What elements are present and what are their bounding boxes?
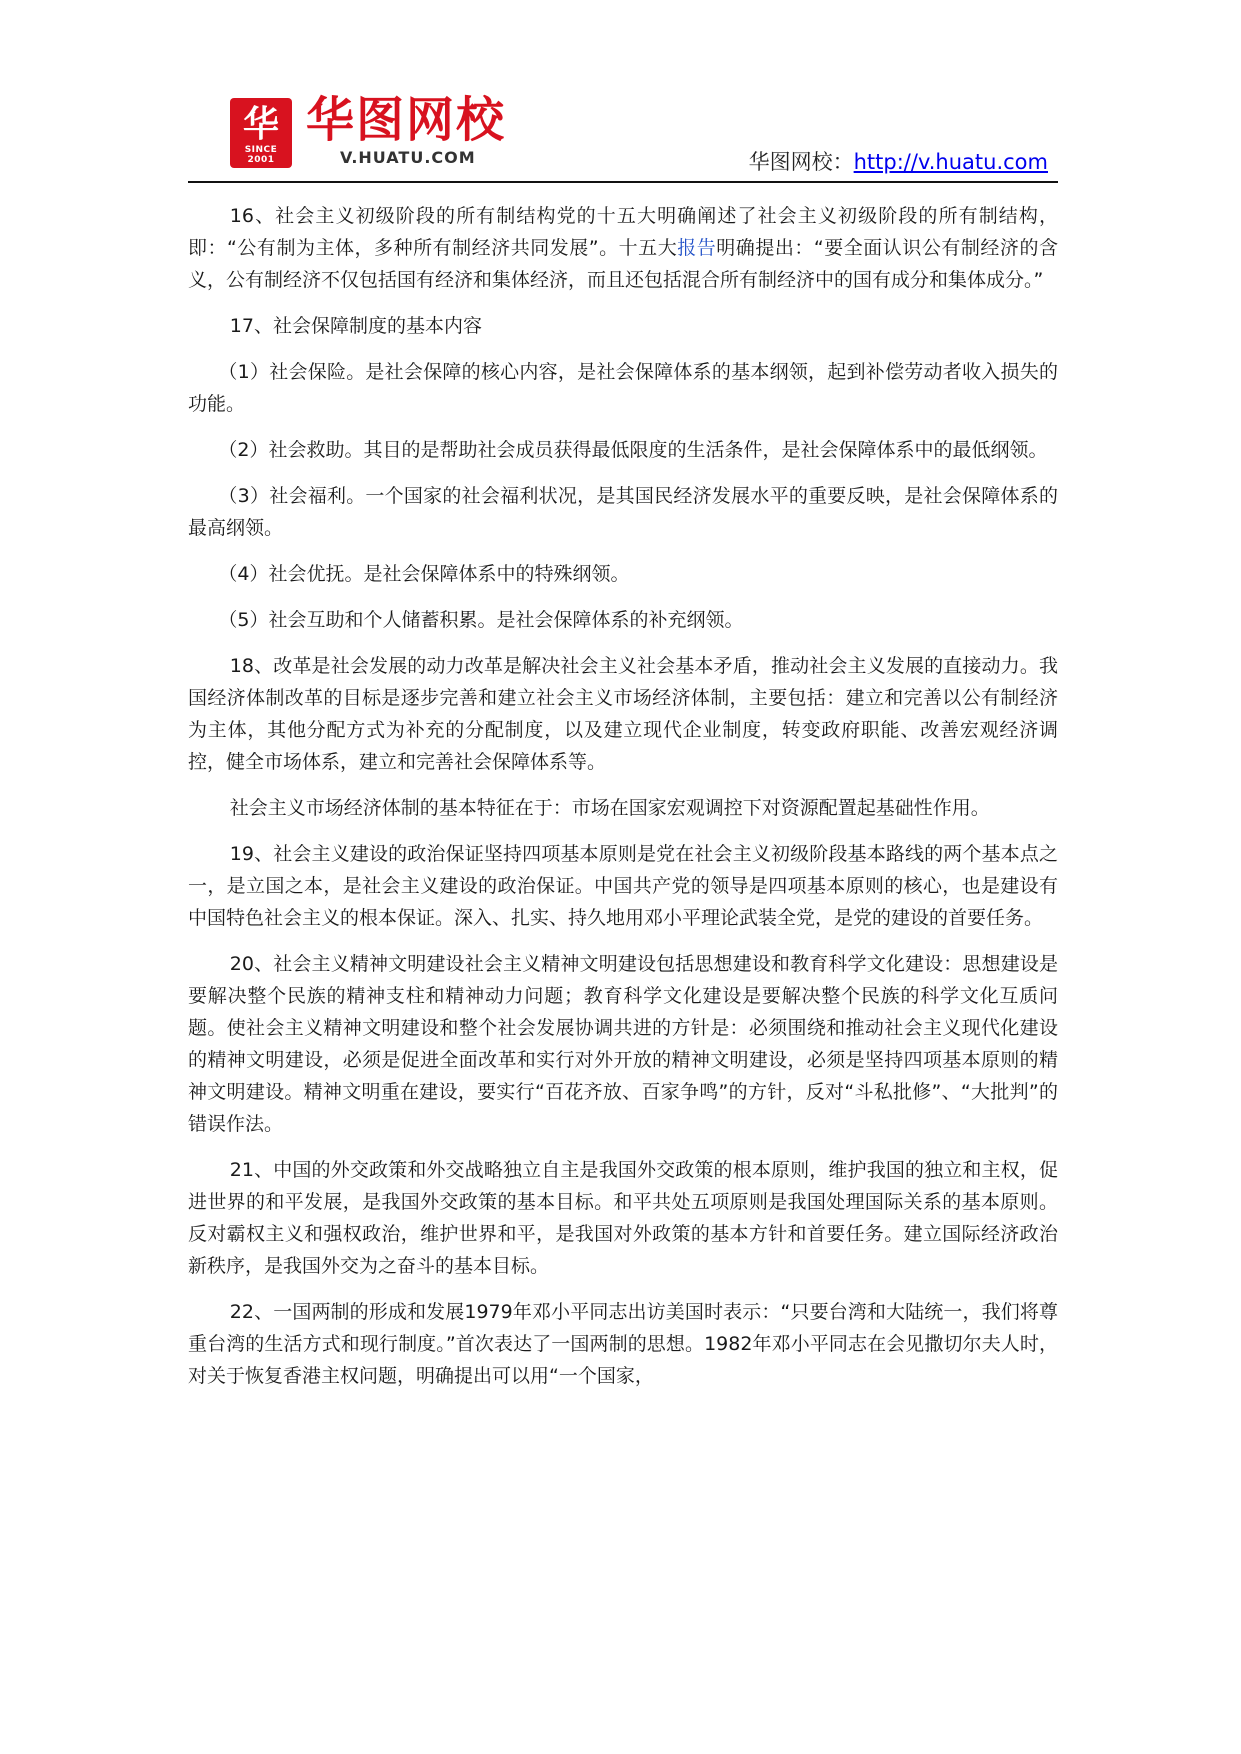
paragraph-22: 22、一国两制的形成和发展1979年邓小平同志出访美国时表示：“只要台湾和大陆统一，我们将尊重台湾的生活方式和现行制度。”首次表达了一国两制的思想。1982年邓小平同志在会见撒切尔夫人时，对关于恢复香港主权问题，明确提出可以用“一个国家，	[188, 1301, 1058, 1387]
site-link[interactable]: http://v.huatu.com	[853, 150, 1048, 174]
paragraph-17: 17、社会保障制度的基本内容	[229, 315, 482, 337]
report-link[interactable]: 报告	[677, 237, 717, 259]
p16-text-b: 明确提出：“要全面认识公有制经济的含义，公有制经济不仅包括国有经济和集体经济，而且还包括混合所有制经济中的国有成分和集体成分。”	[188, 237, 1058, 291]
page-header	[188, 88, 1058, 183]
logo-since: SINCE 2001	[244, 145, 278, 165]
logo-name: 华图网校	[306, 92, 507, 148]
paragraph-16	[188, 200, 1058, 296]
p16-text-a: 16、社会主义初级阶段的所有制结构党的十五大明确阐述了社会主义初级阶段的所有制结构，即：“公有制为主体，多种所有制经济共同发展”。十五大	[188, 205, 1058, 259]
paragraph-18-b: 社会主义市场经济体制的基本特征在于：市场在国家宏观调控下对资源配置起基础性作用。	[229, 797, 990, 819]
paragraph-21: 21、中国的外交政策和外交战略独立自主是我国外交政策的根本原则，维护我国的独立和主权，促进世界的和平发展，是我国外交政策的基本目标。和平共处五项原则是我国处理国际关系的基本原则。反对霸权主义和强权政治，维护世界和平，是我国对外政策的基本方针和首要任务。建立国际经济政治新秩序，是我国外交为之奋斗的基本目标。	[188, 1159, 1058, 1277]
paragraph-17-2: （2）社会救助。其目的是帮助社会成员获得最低限度的生活条件，是社会保障体系中的最低纲领。	[218, 439, 1048, 461]
logo-subtitle: V.HUATU.COM	[340, 148, 476, 167]
header-divider	[188, 181, 1058, 183]
huatu-logo-icon	[230, 98, 292, 168]
paragraph-17-5: （5）社会互助和个人储蓄积累。是社会保障体系的补充纲领。	[218, 609, 744, 631]
paragraph-19: 19、社会主义建设的政治保证坚持四项基本原则是党在社会主义初级阶段基本路线的两个基本点之一，是立国之本，是社会主义建设的政治保证。中国共产党的领导是四项基本原则的核心，也是建设有中国特色社会主义的根本保证。深入、扎实、持久地用邓小平理论武装全党，是党的建设的首要任务。	[188, 843, 1058, 929]
paragraph-17-3: （3）社会福利。一个国家的社会福利状况，是其国民经济发展水平的重要反映，是社会保障体系的最高纲领。	[188, 485, 1058, 539]
site-prefix: 华图网校：	[748, 150, 854, 174]
paragraph-17-4: （4）社会优抚。是社会保障体系中的特殊纲领。	[218, 563, 630, 585]
paragraph-17-1: （1）社会保险。是社会保障的核心内容，是社会保障体系的基本纲领，起到补偿劳动者收入损失的功能。	[188, 361, 1058, 415]
document-body	[188, 200, 1058, 1406]
site-label	[749, 146, 1048, 176]
paragraph-20: 20、社会主义精神文明建设社会主义精神文明建设包括思想建设和教育科学文化建设：思想建设是要解决整个民族的精神支柱和精神动力问题；教育科学文化建设是要解决整个民族的科学文化互质问题。使社会主义精神文明建设和整个社会发展协调共进的方针是：必须围绕和推动社会主义现代化建设的精神文明建设，必须是促进全面改革和实行对外开放的精神文明建设，必须是坚持四项基本原则的精神文明建设。精神文明重在建设，要实行“百花齐放、百家争鸣”的方针，反对“斗私批修”、“大批判”的错误作法。	[188, 953, 1058, 1135]
logo-glyph: 华	[242, 103, 279, 145]
paragraph-18: 18、改革是社会发展的动力改革是解决社会主义社会基本矛盾，推动社会主义发展的直接动力。我国经济体制改革的目标是逐步完善和建立社会主义市场经济体制，主要包括：建立和完善以公有制经济为主体，其他分配方式为补充的分配制度，以及建立现代企业制度，转变政府职能、改善宏观经济调控，健全市场体系，建立和完善社会保障体系等。	[188, 655, 1058, 773]
